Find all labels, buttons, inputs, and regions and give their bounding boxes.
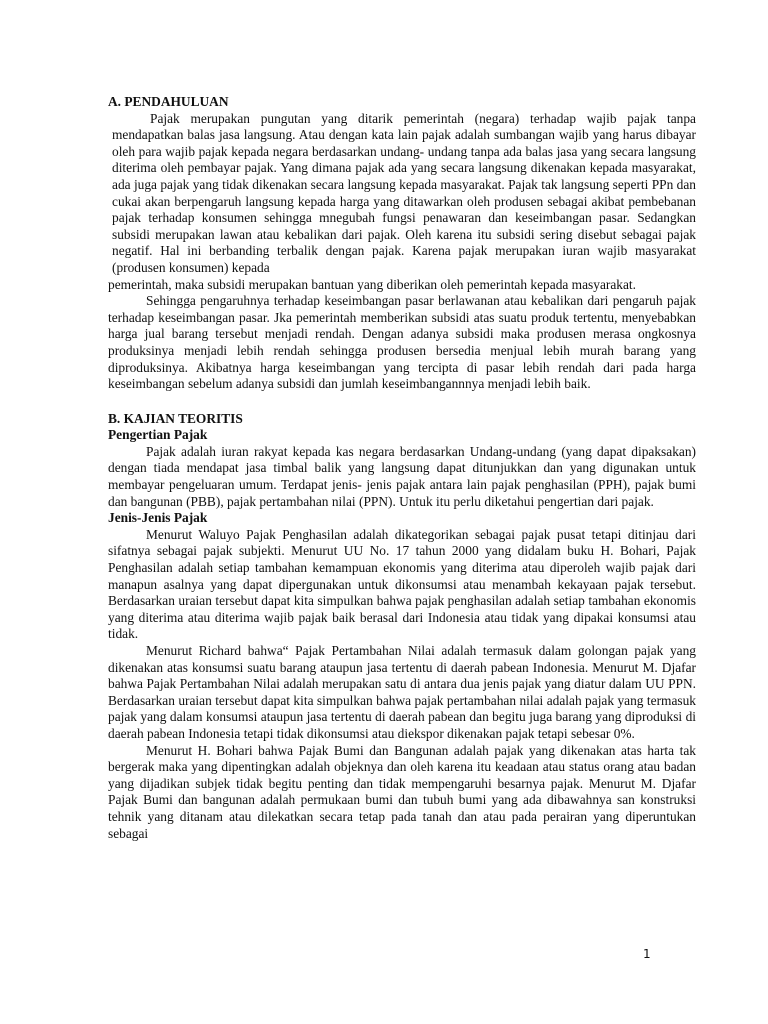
section-b-heading: B. KAJIAN TEORITIS: [108, 410, 243, 426]
body-paragraph: Sehingga pengaruhnya terhadap keseimbangan pasar berlawanan atau kebalikan dari pengaruh pajak terhadap keseimbangan pasar. Jka pemerintah memberikan subsidi atas suatu produk tertentu, menyebabkan harga jual barang tersebut menjadi rendah. Dengan adanya subsidi maka produsen merasa ongkosnya produksinya menjadi lebih rendah sehingga produsen bersedia menjual lebih murah barang yang diproduksinya. Akibatnya harga keseimbangan yang tercipta di pasar lebih rendah dari pada harga keseimbangan sebelum adanya subsidi dan jumlah keseimbangannnya menjadi lebih baik.: [108, 293, 696, 392]
body-paragraph: pemerintah, maka subsidi merupakan bantuan yang diberikan oleh pemerintah kepada masyarakat.: [108, 276, 636, 292]
body-paragraph: Menurut Waluyo Pajak Penghasilan adalah dikategorikan sebagai pajak pusat tetapi ditinjau dari sifatnya sebagai pajak subjekti. Menurut UU No. 17 tahun 2000 yang didalam buku H. Bohari, Pajak Penghasilan adalah setiap tambahan kemampuan ekonomis yang diterima atau diperoleh wajib pajak dari manapun asalnya yang dapat dipergunakan untuk dikonsumsi atau menambah kekayaan pajak tersebut. Berdasarkan uraian tersebut dapat kita simpulkan bahwa pajak penghasilan adalah setiap tambahan ekonomis yang diterima atau diterima wajib pajak baik berasal dari Indonesia atau tidak yang dipakai konsumsi atau tidak.: [108, 526, 696, 642]
section-spacer: [108, 393, 696, 411]
body-paragraph: Pajak merupakan pungutan yang ditarik pemerintah (negara) terhadap wajib pajak tanpa mendapatkan balas jasa langsung. Atau dengan kata lain pajak adalah sumbangan wajib yang harus dibayar oleh para wajib pajak kepada negara berdasarkan undang- undang tanpa ada balas jasa yang secara langsung diterima oleh pembayar pajak. Yang dimana pajak ada yang secara langsung dikenakan kepada masyarakat, ada juga pajak yang tidak dikenakan secara langsung kepada masyarakat. Pajak tak langsung seperti PPn dan cukai akan berpengaruh langsung kepada harga yang ditawarkan oleh produsen sebagai akibat pembebanan pajak terhadap konsumen sehingga mnegubah fungsi penawaran dan keseimbangan pasar. Sedangkan subsidi merupakan lawan atau kebalikan dari pajak. Oleh karena itu subsidi sering disebut sebagai pajak negatif. Hal ini berbanding terbalik dengan pajak. Karena pajak merupakan iuran wajib masyarakat (produsen konsumen) kepada: [112, 110, 696, 275]
page-number: 1: [643, 947, 651, 961]
body-paragraph: Menurut H. Bohari bahwa Pajak Bumi dan Bangunan adalah pajak yang dikenakan atas harta tak bergerak maka yang dipentingkan adalah objeknya dan oleh karena itu keadaan atau status orang atau badan yang dijadikan subjek tidak begitu penting dan tidak mempengaruhi besarnya pajak. Menurut M. Djafar Pajak Bumi dan bangunan adalah permukaan bumi dan tubuh bumi yang ada dibawahnya san konstruksi tehnik yang ditanam atau dilekatkan secara tetap pada tanah dan atau pada perairan yang diperuntukan sebagai: [108, 742, 696, 841]
body-paragraph: Pajak adalah iuran rakyat kepada kas negara berdasarkan Undang-undang (yang dapat dipaksakan) dengan tiada mendapat jasa timbal balik yang langsung dapat ditunjukkan dan yang digunakan untuk membayar pengeluaran umum. Terdapat jenis- jenis pajak antara lain pajak penghasilan (PPH), pajak bumi dan bangunan (PBB), pajak pertambahan nilai (PPN). Untuk itu perlu diketahui pengertian dari pajak.: [108, 443, 696, 509]
subsection-title: Pengertian Pajak: [108, 427, 208, 443]
section-a-heading: A. PENDAHULUAN: [108, 94, 229, 109]
document-page: [108, 94, 696, 842]
body-paragraph: Menurut Richard bahwa“ Pajak Pertambahan Nilai adalah termasuk dalam golongan pajak yang dikenakan atas konsumsi suatu barang ataupun jasa tertentu di daerah pabean Indonesia. Menurut M. Djafar bahwa Pajak Pertambahan Nilai adalah merupakan satu di antara dua jenis pajak yang diatur dalam UU PPN. Berdasarkan uraian tersebut dapat kita simpulkan bahwa pajak pertambahan nilai adalah pajak yang termasuk pajak yang dalam konsumsi ataupun jasa tertentu di daerah pabean dan begitu juga barang yang diproduksi di daerah pabean Indonesia tetapi tidak dikonsumsi atau diekspor dikenakan pajak tetapi sebesar 0%.: [108, 643, 696, 741]
subsection-title: Jenis-Jenis Pajak: [108, 510, 208, 526]
